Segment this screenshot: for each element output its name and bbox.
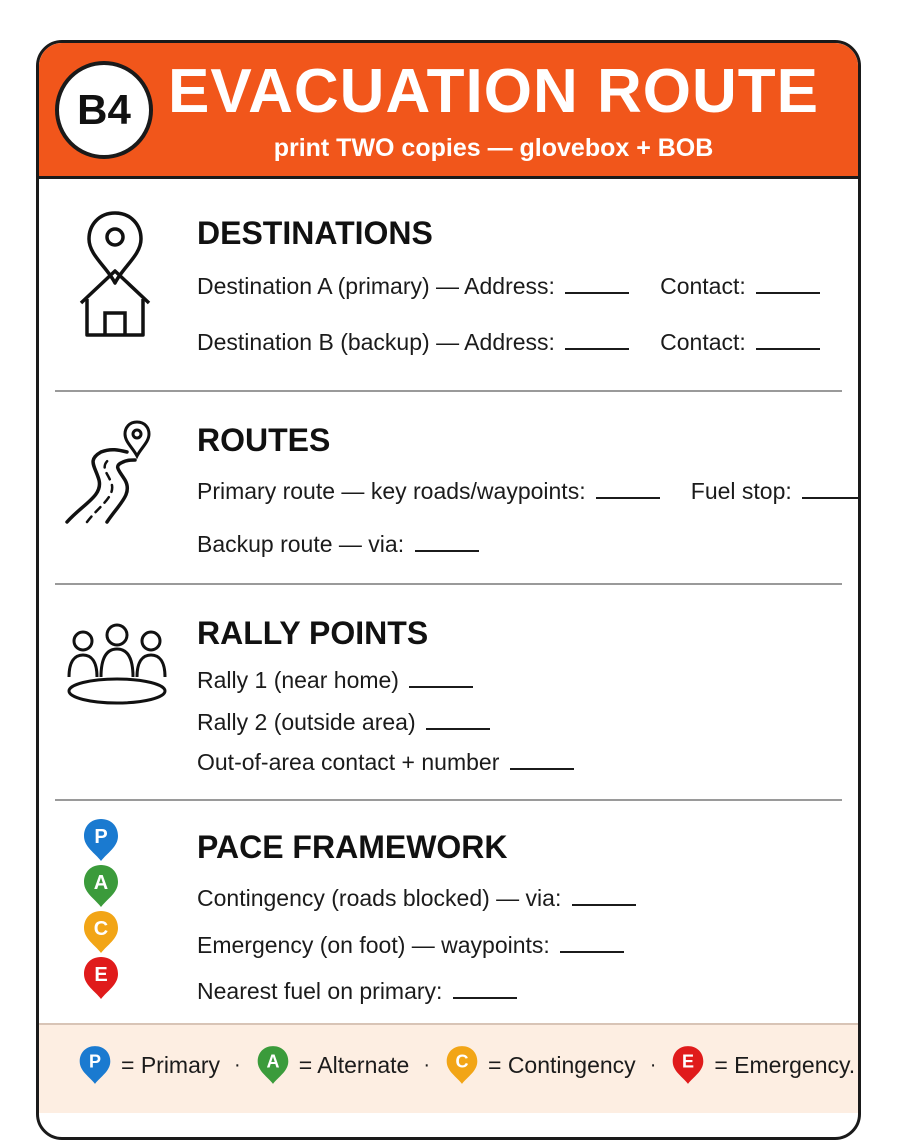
legend-separator: ·: [234, 1053, 241, 1076]
svg-text:C: C: [455, 1051, 469, 1072]
primary-route-field[interactable]: [596, 496, 660, 499]
alternate-pin-icon: [81, 863, 121, 909]
contingency-pin-icon: [444, 1043, 480, 1087]
pace-framework-heading: PACE FRAMEWORK: [197, 829, 508, 865]
primary-pin-icon: [81, 817, 121, 863]
svg-text:E: E: [94, 964, 108, 986]
svg-text:C: C: [93, 918, 109, 940]
destination-a-contact-label: Contact:: [660, 273, 746, 299]
backup-route-line: [197, 533, 483, 556]
rally-points-heading: RALLY POINTS: [197, 615, 429, 651]
emergency-label: Emergency (on foot) — waypoints:: [197, 932, 550, 958]
pace-framework-section: [39, 801, 858, 1023]
destination-a-contact-field[interactable]: [756, 291, 820, 294]
destination-a-line: [197, 275, 824, 298]
emergency-field[interactable]: [560, 950, 624, 953]
svg-text:P: P: [88, 1051, 102, 1072]
destination-b-contact-label: Contact:: [660, 329, 746, 355]
contingency-field[interactable]: [572, 903, 636, 906]
destination-b-line: [197, 331, 824, 354]
svg-text:E: E: [682, 1051, 695, 1072]
legend-contingency-text: = Contingency: [488, 1051, 636, 1078]
legend-item-emergency: [670, 1043, 855, 1087]
winding-road-pin-icon: [63, 416, 173, 526]
rally-points-section: [39, 585, 858, 799]
fuel-stop-field[interactable]: [802, 496, 860, 499]
nearest-fuel-field[interactable]: [453, 996, 517, 999]
legend-emergency-text: = Emergency.: [714, 1051, 856, 1078]
destinations-section: [39, 179, 858, 389]
legend-alternate-text: = Alternate: [298, 1051, 410, 1078]
routes-section: [39, 392, 858, 582]
legend-primary-text: = Primary: [121, 1051, 221, 1078]
pace-pins-icon: [81, 817, 121, 1001]
primary-pin-icon: [77, 1043, 113, 1087]
destinations-heading: DESTINATIONS: [197, 215, 433, 251]
contingency-pin-icon: [81, 909, 121, 955]
legend-item-primary: [77, 1043, 220, 1087]
evacuation-route-card: [36, 40, 861, 1140]
destination-a-address-field[interactable]: [565, 291, 629, 294]
fuel-stop-label: Fuel stop:: [690, 478, 792, 504]
emergency-line: [197, 934, 628, 957]
alternate-pin-icon: [255, 1043, 291, 1087]
contingency-line: [197, 887, 640, 910]
location-pin-house-icon: [77, 209, 153, 337]
legend-separator: ·: [649, 1053, 657, 1076]
routes-heading: ROUTES: [197, 422, 331, 458]
out-of-area-contact-field[interactable]: [510, 767, 574, 770]
destination-b-contact-field[interactable]: [756, 347, 820, 350]
primary-route-line: [197, 480, 861, 503]
legend-row: [77, 1043, 855, 1087]
out-of-area-contact-line: [197, 751, 578, 774]
svg-text:A: A: [93, 872, 109, 894]
destination-b-address-field[interactable]: [565, 347, 629, 350]
svg-text:A: A: [266, 1051, 280, 1072]
destination-b-label: Destination B (backup) — Address:: [197, 329, 555, 355]
primary-route-label: Primary route — key roads/waypoints:: [197, 478, 586, 504]
out-of-area-contact-label: Out-of-area contact + number: [197, 749, 500, 775]
contingency-label: Contingency (roads blocked) — via:: [197, 885, 562, 911]
rally-2-field[interactable]: [426, 727, 490, 730]
legend-item-contingency: [444, 1043, 636, 1087]
legend-item-alternate: [255, 1043, 410, 1087]
header-banner: [39, 43, 858, 179]
rally-2-line: [197, 711, 494, 734]
section-badge: B4: [55, 61, 153, 159]
destination-a-label: Destination A (primary) — Address:: [197, 273, 555, 299]
nearest-fuel-line: [197, 980, 521, 1003]
page-subtitle: print TWO copies — glovebox + BOB: [273, 134, 714, 162]
svg-text:P: P: [94, 826, 108, 848]
rally-1-line: [197, 669, 477, 692]
pace-legend: [39, 1023, 858, 1113]
backup-route-field[interactable]: [415, 549, 479, 552]
nearest-fuel-label: Nearest fuel on primary:: [197, 978, 443, 1004]
rally-1-field[interactable]: [409, 685, 473, 688]
backup-route-label: Backup route — via:: [197, 531, 405, 557]
rally-2-label: Rally 2 (outside area): [197, 709, 416, 735]
rally-1-label: Rally 1 (near home): [197, 667, 399, 693]
emergency-pin-icon: [81, 955, 121, 1001]
page-title: EVACUATION ROUTE: [168, 57, 819, 126]
group-people-icon: [65, 621, 169, 707]
emergency-pin-icon: [670, 1043, 706, 1087]
legend-separator: ·: [423, 1053, 430, 1076]
